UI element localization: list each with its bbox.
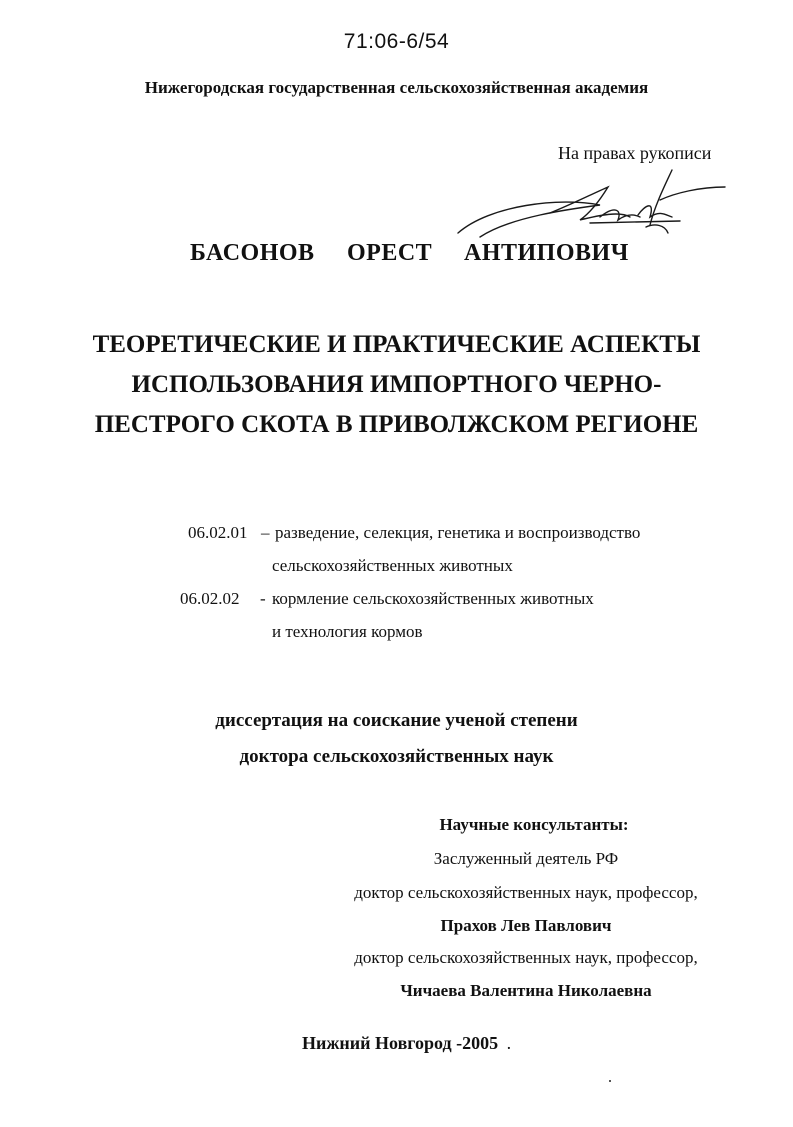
- title-line: ТЕОРЕТИЧЕСКИЕ И ПРАКТИЧЕСКИЕ АСПЕКТЫ: [92, 331, 701, 358]
- consultants-heading: Научные консультанты:: [439, 815, 629, 834]
- dissertation-title: [0, 325, 793, 445]
- institution-name: Нижегородская государственная сельскохозяйственная академия: [144, 78, 649, 97]
- author-name: [190, 240, 690, 270]
- specialty-description: кормление сельскохозяйственных животных: [272, 589, 594, 608]
- city-year-text: Нижний Новгород -2005: [302, 1033, 499, 1053]
- catalog-code: 71:06-6/54: [343, 30, 450, 53]
- manuscript-note: На правах рукописи: [558, 143, 712, 163]
- title-line: ПЕСТРОГО СКОТА В ПРИВОЛЖСКОМ РЕГИОНЕ: [94, 411, 699, 438]
- title-line: ИСПОЛЬЗОВАНИЯ ИМПОРТНОГО ЧЕРНО-: [131, 371, 662, 398]
- consultant-name: Прахов Лев Павлович: [440, 916, 612, 935]
- author-patronymic: АНТИПОВИЧ: [464, 240, 629, 266]
- specialty-description-cont: сельскохозяйственных животных: [272, 556, 513, 575]
- city-year: [302, 1033, 511, 1054]
- consultant-name: Чичаева Валентина Николаевна: [400, 981, 652, 1000]
- author-first-name: ОРЕСТ: [347, 240, 433, 266]
- trailing-mark: .: [506, 1033, 512, 1053]
- author-surname: БАСОНОВ: [190, 240, 315, 266]
- degree-line: диссертация на соискание ученой степени: [215, 710, 578, 731]
- specialty-separator: -: [260, 589, 266, 608]
- consultant-line: доктор сельскохозяйственных наук, профессор,: [354, 883, 698, 902]
- specialty-code: 06.02.01: [188, 523, 248, 542]
- specialty-code: 06.02.02: [180, 589, 240, 608]
- specialty-description-cont: и технология кормов: [272, 622, 423, 641]
- degree-line: доктора сельскохозяйственных наук: [239, 746, 554, 767]
- specialty-separator: –: [261, 523, 270, 542]
- scan-speck: [609, 1080, 611, 1082]
- consultant-line: Заслуженный деятель РФ: [433, 849, 619, 868]
- specialty-description: разведение, селекция, генетика и воспроизводство: [275, 523, 641, 542]
- consultant-line: доктор сельскохозяйственных наук, профессор,: [354, 948, 698, 967]
